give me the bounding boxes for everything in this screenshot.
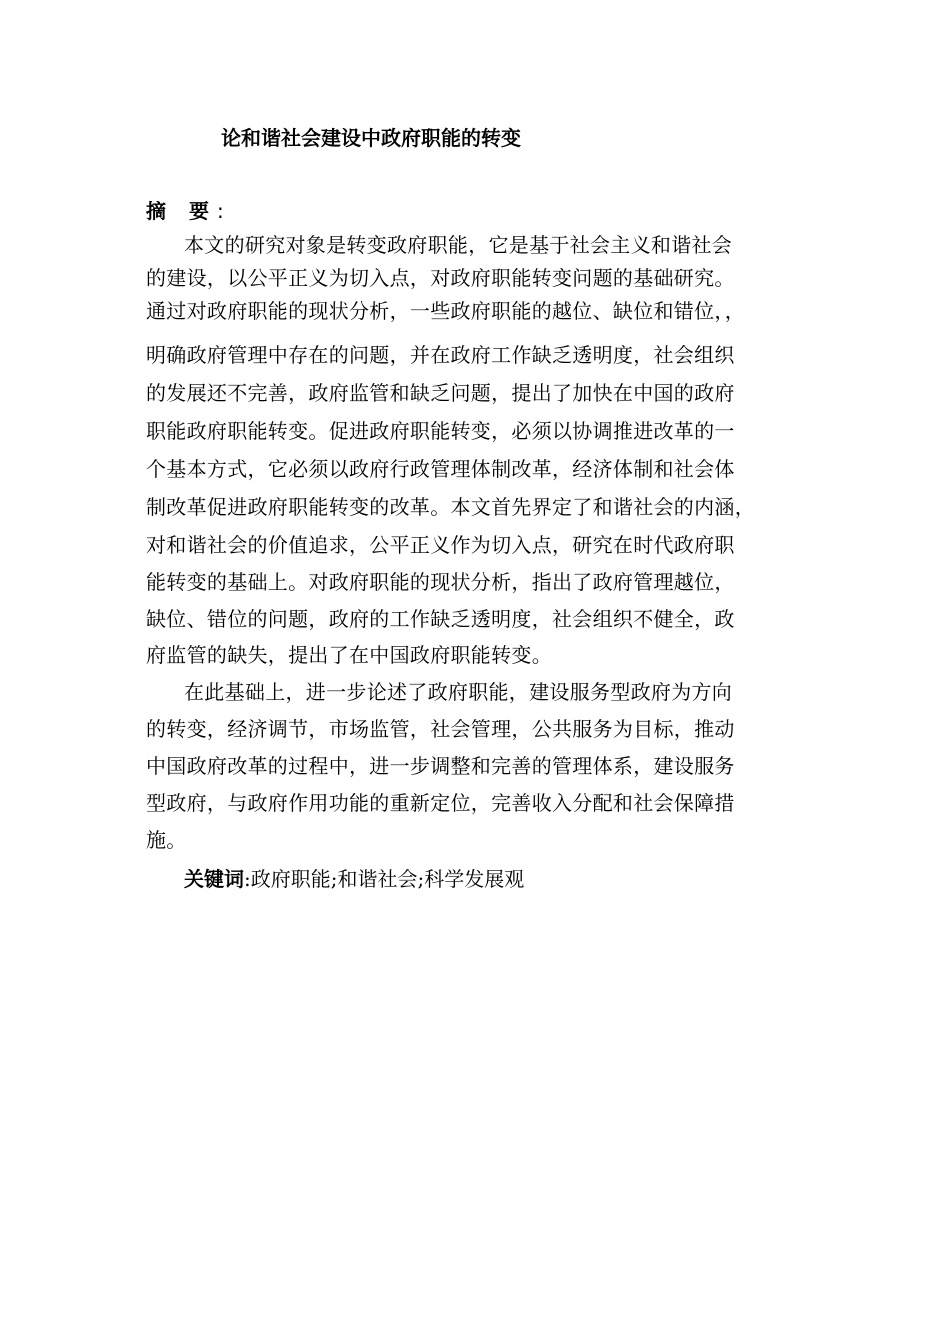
- paragraph-2-line: 在此基础上，进一步论述了政府职能，建设服务型政府为方向: [184, 680, 733, 704]
- paragraph-1-line: 对和谐社会的价值追求，公平正义作为切入点，研究在时代政府职: [146, 533, 735, 557]
- keywords: [184, 864, 524, 894]
- paragraph-1-line: 明确政府管理中存在的问题，并在政府工作缺乏透明度，社会组织: [146, 343, 735, 367]
- paragraph-1-line: 通过对政府职能的现状分析，一些政府职能的越位、缺位和错位，，: [146, 299, 745, 323]
- keywords-label: 关键词: [184, 867, 244, 891]
- paragraph-2-line: 施。: [146, 828, 187, 852]
- keywords-text: :政府职能;和谐社会;科学发展观: [244, 867, 525, 891]
- paragraph-1-line: 能转变的基础上。对政府职能的现状分析，指出了政府管理越位，: [146, 570, 735, 594]
- paragraph-1-line: 职能政府职能转变。促进政府职能转变，必须以协调推进改革的一: [146, 419, 735, 443]
- paragraph-2-line: 中国政府改革的过程中，进一步调整和完善的管理体系，建设服务: [146, 754, 735, 778]
- paragraph-1-line: 本文的研究对象是转变政府职能，它是基于社会主义和谐社会: [184, 233, 733, 257]
- abstract-heading: [146, 196, 224, 226]
- paragraph-1-line: 的建设，以公平正义为切入点，对政府职能转变问题的基础研究。: [146, 266, 735, 290]
- paragraph-2-line: 的转变，经济调节，市场监管，社会管理，公共服务为目标，推动: [146, 717, 735, 741]
- abstract-colon: :: [216, 199, 224, 223]
- paragraph-1-line: 府监管的缺失，提出了在中国政府职能转变。: [146, 643, 552, 667]
- paragraph-1-line: 的发展还不完善，政府监管和缺乏问题，提出了加快在中国的政府: [146, 381, 735, 405]
- paragraph-1-line: 制改革促进政府职能转变的改革。本文首先界定了和谐社会的内涵，: [146, 495, 755, 519]
- paragraph-1-line: 缺位、错位的问题，政府的工作缺乏透明度，社会组织不健全，政: [146, 607, 735, 631]
- paragraph-1-line: 个基本方式，它必须以政府行政管理体制改革，经济体制和社会体: [146, 457, 735, 481]
- abstract-label: 摘 要: [146, 199, 217, 223]
- paragraph-2-line: 型政府，与政府作用功能的重新定位，完善收入分配和社会保障措: [146, 791, 735, 815]
- page-title: 论和谐社会建设中政府职能的转变: [221, 126, 521, 150]
